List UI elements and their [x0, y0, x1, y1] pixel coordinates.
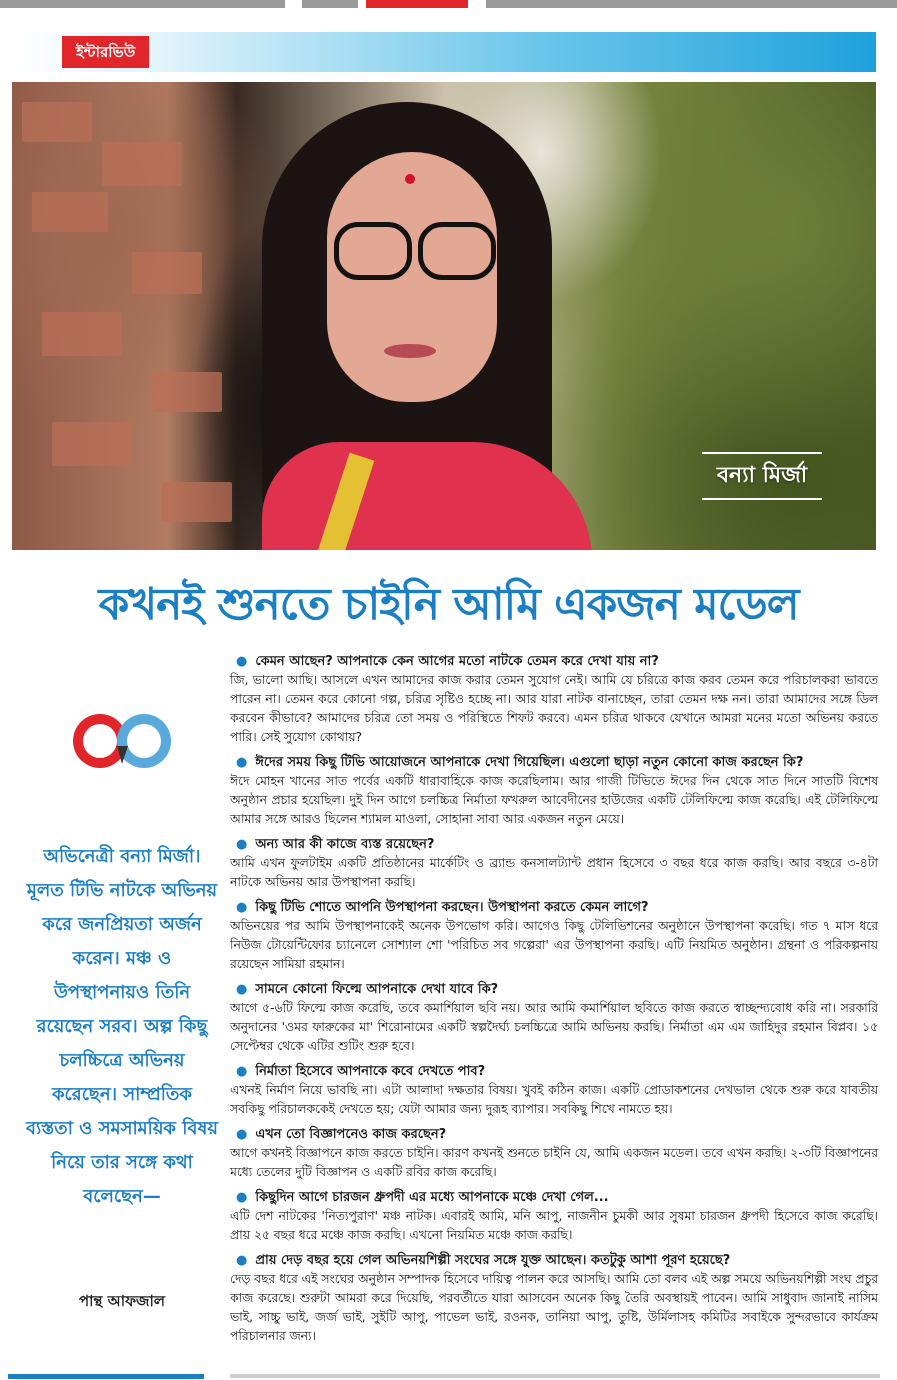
- brick: [152, 372, 222, 412]
- question-text: কেমন আছেন? আপনাকে কেন আগের মতো নাটকে তেমন করে দেখা যায় না?: [255, 654, 659, 669]
- question: [230, 835, 878, 854]
- top-bar-segment: [0, 0, 285, 8]
- qa-item: [230, 1251, 878, 1346]
- caption-rule: [702, 498, 822, 500]
- glasses-right-lens: [418, 222, 496, 280]
- bullet-icon: ●: [236, 1127, 248, 1142]
- bullet-icon: ●: [236, 1190, 248, 1205]
- question-text: কিছুদিন আগে চারজন ধ্রুপদী এর মধ্যে আপনাকে মঞ্চে দেখা গেল...: [255, 1190, 609, 1205]
- hero-photo: [12, 82, 876, 550]
- headline: কখনই শুনতে চাইনি আমি একজন মডেল: [98, 579, 799, 630]
- question-text: এখন তো বিজ্ঞাপনেও কাজ করছেন?: [255, 1127, 447, 1142]
- caption-name: বন্যা মির্জা: [716, 463, 808, 488]
- qa-item: [230, 753, 878, 829]
- answer: এখনই নির্মাণ নিয়ে ভাবছি না। এটা আলাদা দক্ষতার বিষয়। খুবই কঠিন কাজ। একটি প্রোডাকশনের দেখভাল থেকে শুরু করে যাবতীয় সবকিছু পরিচালককেই দেখতে হয়; যেটা আমার জন্য দুরূহ ব্যাপার। সবকিছু শিখে নামতে হয়।: [230, 1083, 879, 1116]
- intro-blurb: অভিনেত্রী বন্যা মির্জা। মূলত টিভি নাটকে অভিনয় করে জনপ্রিয়তা অর্জন করেন। মঞ্চ ও উপস্থাপনায়ও তিনি রয়েছেন সরব। অল্প কিছু চলচ্চিত্রে অভিনয় করেছেন। সাম্প্রতিক ব্যস্ততা ও সমসাময়িক বিষয় নিয়ে তার সঙ্গে কথা বলেছেন—: [26, 846, 218, 1207]
- bindi: [405, 174, 415, 184]
- caption-rule: [702, 452, 822, 454]
- bullet-icon: ●: [236, 837, 248, 852]
- brick: [42, 312, 122, 356]
- question-text: সামনে কোনো ফিল্মে আপনাকে দেখা যাবে কি?: [255, 982, 499, 997]
- bullet-icon: ●: [236, 1253, 248, 1268]
- sidebar-bottom-rule: [8, 1374, 204, 1379]
- photo-caption: [702, 452, 822, 500]
- top-bar-segment: [486, 0, 897, 8]
- portrait-lips: [384, 344, 436, 358]
- brick: [32, 192, 108, 232]
- question-text: অন্য আর কী কাজে ব্যস্ত রয়েছেন?: [255, 837, 435, 852]
- newspaper-logo-icon: [62, 706, 182, 780]
- question: [230, 980, 878, 999]
- byline: পান্থ আফজাল: [78, 1292, 165, 1310]
- bullet-icon: ●: [236, 982, 248, 997]
- answer: অভিনয়ের পর আমি উপস্থাপনাকেই অনেক উপভোগ করি। আগেও কিছু টেলিভিশনের অনুষ্ঠানে উপস্থাপনা করেছি। গত ৭ মাস ধরে নিউজ টোয়েন্টিফোর চ্যানেলে সোশ্যাল শো 'পরিচিত সব গল্পেরা' এর উপস্থাপনা করছি। এটি নিয়মিত অনুষ্ঠান। গ্রন্থনা ও পরিকল্পনায় রয়েছেন সামিয়া রহমান।: [230, 919, 878, 971]
- answer: আমি এখন ফুলটাইম একটি প্রতিষ্ঠানের মার্কেটিং ও ব্র্যান্ড কনসালট্যান্ট প্রধান হিসেবে ৩ বছর ধরে কাজ করছি। আর বছরে ৩-৪টা নাটকে অভিনয় আর উপস্থাপনা করছি।: [230, 856, 878, 889]
- top-bar-segment: [302, 0, 358, 8]
- question: [230, 1188, 878, 1207]
- qa-column: [230, 652, 878, 1352]
- brick: [52, 422, 132, 466]
- question-text: ঈদের সময় কিছু টিভি আয়োজনে আপনাকে দেখা গিয়েছিল। এগুলো ছাড়া নতুন কোনো কাজ করছেন কি?: [255, 755, 804, 770]
- section-tag: ইন্টারভিউ: [62, 36, 149, 68]
- qa-item: [230, 652, 878, 747]
- question-text: কিছু টিভি শোতে আপনি উপস্থাপনা করছেন। উপস্থাপনা করতে কেমন লাগে?: [255, 900, 649, 915]
- bullet-icon: ●: [236, 755, 248, 770]
- answer: জি, ভালো আছি। আসলে এখন আমাদের কাজ করার তেমন সুযোগ নেই। আমি যে চরিত্রে কাজ করব তেমন করে পরিচালকরা ভাবতে পারেন না। তেমন করে কোনো গল্প, চরিত্র সৃষ্টিও হচ্ছে না। আর যারা নাটক বানাচ্ছেন, তারা তেমন দক্ষ নন। তারা আমাদের সঙ্গে ডিল করবেন কীভাবে? আমাদের চরিত্র তো সময় ও পরিস্থিতে শিফট করবে। এমন চরিত্র থাকবে যেখানে আমরা মনের মতো অভিনয় করতে পারি। সেই সুযোগ কোথায়?: [230, 673, 878, 744]
- top-color-bar: [0, 0, 897, 8]
- qa-item: [230, 1125, 878, 1182]
- question: [230, 652, 878, 671]
- question: [230, 753, 878, 772]
- qa-item: [230, 898, 878, 974]
- question-text: প্রায় দেড় বছর হয়ে গেল অভিনয়শিল্পী সংঘের সঙ্গে যুক্ত আছেন। কতটুকু আশা পূরণ হয়েছে?: [255, 1253, 731, 1268]
- bullet-icon: ●: [236, 1064, 248, 1079]
- qa-item: [230, 1062, 878, 1119]
- question: [230, 1251, 878, 1270]
- glasses-left-lens: [334, 222, 412, 280]
- question: [230, 898, 878, 917]
- answer: আগে ৫-৬টি ফিল্মে কাজ করেছি, তবে কমার্শিয়াল ছবি নয়। আর আমি কমার্শিয়াল ছবিতে কাজ করতে স্বাচ্ছন্দ্যবোধ করি না। সরকারি অনুদানের 'ওমর ফারুকের মা' শিরোনামের একটি স্বল্পদৈর্ঘ্য চলচ্চিত্রে আমি অভিনয় করছি। নির্মাতা এম এম জাহিদুর রহমান বিপ্লব। ১৫ সেপ্টেম্বর থেকে এটির শুটিং শুরু হবে।: [230, 1001, 878, 1053]
- question-text: নির্মাতা হিসেবে আপনাকে কবে দেখতে পাব?: [255, 1064, 486, 1079]
- brick: [22, 102, 92, 142]
- answer: আগে কখনই বিজ্ঞাপনে কাজ করতে চাইনি। কারণ কখনই শুনতে চাইনি যে, আমি একজন মডেল। তবে এখন করছি। ২-৩টি বিজ্ঞাপনের মধ্যে তেলের দুটি বিজ্ঞাপন ও একটি রবির কাজ করেছি।: [230, 1146, 878, 1179]
- qa-item: [230, 1188, 878, 1245]
- top-bar-segment: [366, 0, 468, 8]
- question: [230, 1062, 878, 1081]
- brick: [102, 142, 182, 186]
- qa-item: [230, 835, 878, 892]
- qa-item: [230, 980, 878, 1056]
- answer: দেড় বছর ধরে এই সংঘের অনুষ্ঠান সম্পাদক হিসেবে দায়িত্ব পালন করে আসছি। আমি তো বলব এই অল্প সময়ে অভিনয়শিল্পী সংঘ প্রচুর কাজ করেছে। শুরুটা আমরা করে দিয়েছি, পরবর্তীতে যারা আসবেন অনেক কিছু তৈরি অবস্থায়ই পাবেন। আমি সাধুবাদ জানাই নাসিম ভাই, সাচ্চু ভাই, জর্জ ভাই, সুইটি আপু, পাভেল ভাই, রওনক, তানিয়া আপু, তুষ্টি, উর্মিলাসহ কমিটির সবাইকে সুন্দরভাবে কার্যক্রম পরিচালনার জন্য।: [230, 1272, 878, 1343]
- bottom-rule: [230, 1374, 880, 1378]
- question: [230, 1125, 878, 1144]
- bullet-icon: ●: [236, 900, 248, 915]
- brick: [132, 252, 202, 294]
- bullet-icon: ●: [236, 654, 248, 669]
- brick: [162, 482, 232, 522]
- answer: ঈদে মোহন খানের সাত পর্বের একটি ধারাবাহিকে কাজ করেছিলাম। আর গাজী টিভিতে ঈদের দিন থেকে সাত দিনে সাতটি বিশেষ অনুষ্ঠান প্রচার হয়েছিল। দুই দিন আগে চলচ্চিত্র নির্মাতা ফখরুল আবেদীনের হাউজের একটি টেলিফিল্মে কাজ করেছি। এই টেলিফিল্মে আমার সঙ্গে আরও ছিলেন শ্যামল মাওলা, সোহানা সাবা আর একজন নতুন মেয়ে।: [230, 774, 878, 826]
- answer: এটি দেশ নাটকের 'নিত্যপুরাণ' মঞ্চ নাটক। এবারই আমি, মনি আপু, নাজনীন চুমকী আর সুষমা চারজন ধ্রুপদী হিসেবে কাজ করেছি। প্রায় ২৫ বছর ধরে মঞ্চে কাজ করছি। এখনো নিয়মিত মঞ্চে কাজ করছি।: [230, 1209, 878, 1242]
